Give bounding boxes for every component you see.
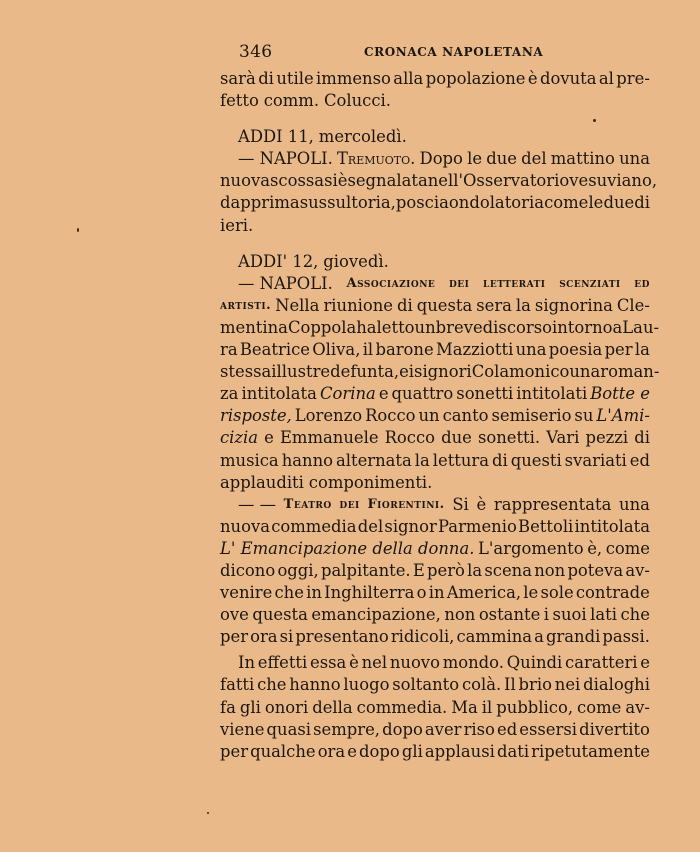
- word: questa: [252, 605, 308, 625]
- word: caratteri: [565, 653, 638, 673]
- word: defunta,: [330, 362, 400, 382]
- word: effetti: [257, 653, 308, 673]
- word: di: [258, 69, 274, 88]
- word: per: [220, 627, 249, 647]
- word: commedia.: [356, 697, 448, 717]
- word: grandi: [545, 627, 601, 647]
- word: un: [414, 317, 436, 337]
- text-line: [220, 148, 650, 170]
- section-lead: — NAPOLI.: [238, 149, 333, 169]
- section-title: Tremuoto.: [337, 149, 416, 169]
- word: una: [619, 149, 650, 169]
- word: dei: [448, 275, 470, 291]
- word: che: [274, 583, 304, 603]
- word: L'argomento: [478, 538, 584, 558]
- word: ed: [497, 719, 518, 739]
- paper-speck: [593, 119, 596, 122]
- text-line: [220, 427, 650, 449]
- word: breve: [435, 317, 483, 337]
- word: canto: [442, 406, 489, 426]
- word: per: [220, 741, 249, 761]
- text-line: [220, 516, 650, 538]
- word: e: [399, 362, 409, 382]
- word: però: [427, 560, 465, 580]
- word: ripetutamente: [531, 741, 650, 761]
- word: è,: [587, 538, 603, 558]
- word: mercoledì.: [318, 127, 407, 147]
- text-line: [220, 339, 650, 361]
- word: ra: [220, 340, 238, 360]
- word: venire: [220, 583, 273, 603]
- word: si: [324, 171, 338, 191]
- word: intitolati: [516, 384, 588, 404]
- word: contrade: [575, 583, 650, 603]
- work-title: cizia: [220, 428, 259, 448]
- word: poteva: [567, 560, 624, 580]
- word: non: [444, 605, 476, 625]
- word: Emmanuele: [279, 428, 379, 448]
- word: Colucci.: [323, 91, 391, 111]
- text-line: [220, 361, 660, 383]
- word: Rocco: [384, 428, 436, 448]
- text-line: [220, 450, 650, 472]
- word: al: [598, 69, 614, 88]
- word: due: [603, 193, 635, 213]
- word: pre-: [616, 69, 650, 88]
- text-line: [220, 472, 650, 494]
- word: che: [620, 605, 650, 625]
- word: fa: [220, 697, 236, 717]
- word: i: [543, 605, 550, 625]
- word: componimenti.: [308, 472, 433, 492]
- word: Associazione: [346, 275, 436, 291]
- word: è: [476, 494, 487, 514]
- word: intorno: [551, 317, 613, 337]
- text-line: [220, 652, 650, 674]
- text-line: [220, 538, 650, 560]
- text-line: [220, 741, 650, 763]
- word: ed: [634, 275, 650, 291]
- word: e: [264, 428, 274, 448]
- word: Cle-: [616, 295, 650, 315]
- text-line: [220, 68, 650, 90]
- word: nei: [554, 675, 581, 695]
- word: di: [492, 450, 508, 470]
- word: Ma: [451, 697, 478, 717]
- text-line: [220, 273, 650, 295]
- word: una: [569, 362, 601, 382]
- entry-date: [220, 126, 650, 148]
- word: barone: [375, 340, 434, 360]
- word: si: [279, 627, 294, 647]
- word: Lorenzo: [294, 406, 363, 426]
- word: illustre: [271, 362, 331, 382]
- word: e: [378, 384, 389, 404]
- word: semiserio: [491, 406, 572, 426]
- word: su: [574, 406, 594, 426]
- word: luogo: [343, 675, 390, 695]
- word: ADDI' 12,: [238, 251, 319, 271]
- word: oggi,: [277, 560, 319, 580]
- word: mentinaCoppolahaletto: [220, 317, 415, 337]
- word: signori: [414, 362, 472, 382]
- word: in: [428, 583, 445, 603]
- page-text: [220, 68, 660, 763]
- word: divertito: [579, 719, 650, 739]
- word: dopo: [359, 741, 400, 761]
- word: è: [337, 171, 348, 191]
- word: le: [588, 193, 604, 213]
- word: dialoghi: [583, 675, 650, 695]
- word: due: [441, 428, 472, 448]
- word: dopo: [382, 719, 423, 739]
- text-line: [220, 192, 650, 214]
- word: poesia: [548, 340, 603, 360]
- word: brio: [518, 675, 552, 695]
- word: lettura: [432, 450, 490, 470]
- text-line: [220, 626, 650, 648]
- word: nell'Osservatorio: [427, 171, 570, 191]
- work-title: Corina: [319, 384, 376, 404]
- word: questa: [416, 295, 473, 315]
- word: gli: [401, 741, 423, 761]
- word: le: [523, 583, 539, 603]
- word: e: [347, 741, 357, 761]
- work-title: L'Ami-: [596, 406, 650, 426]
- entry-date: [220, 251, 650, 273]
- word: colà.: [461, 675, 502, 695]
- word: e: [640, 653, 650, 673]
- word: di: [634, 193, 650, 213]
- word: aver: [424, 719, 462, 739]
- text-line: [220, 317, 660, 339]
- word: Vari: [546, 428, 580, 448]
- word: hanno: [289, 675, 341, 695]
- word: qualche: [250, 741, 316, 761]
- word: fatti: [220, 675, 255, 695]
- word: ed: [629, 450, 650, 470]
- word: Oliva,: [312, 340, 361, 360]
- text-line: [220, 215, 650, 237]
- word: come: [605, 538, 650, 558]
- word: sussultoria,: [299, 193, 396, 213]
- word: Dopo: [419, 149, 463, 169]
- word: di: [396, 295, 413, 315]
- word: nuova: [220, 171, 271, 191]
- word: cammina: [456, 627, 533, 647]
- word: dapprima: [220, 193, 300, 213]
- word: o: [416, 583, 427, 603]
- word: della: [312, 697, 353, 717]
- word: Fiorentini.: [367, 496, 445, 512]
- word: giovedì.: [323, 251, 389, 271]
- word: il: [481, 697, 493, 717]
- word: come: [577, 697, 622, 717]
- word: scena: [484, 560, 533, 580]
- word: a: [534, 627, 544, 647]
- text-line: [220, 295, 650, 317]
- paper-speck: [207, 812, 209, 814]
- word: ridicoli,: [390, 627, 455, 647]
- work-title: risposte,: [220, 406, 292, 426]
- word: due: [486, 149, 517, 169]
- word: hanno: [281, 450, 333, 470]
- word: quattro: [391, 384, 454, 404]
- text-line: [220, 719, 650, 741]
- word: roman-: [600, 362, 660, 382]
- word: che: [257, 675, 287, 695]
- word: nuova: [220, 516, 271, 536]
- word: Quindi: [506, 653, 563, 673]
- word: vesuviano,: [569, 171, 658, 191]
- word: sera: [476, 295, 512, 315]
- word: una: [619, 494, 650, 514]
- word: del: [521, 149, 547, 169]
- word: riunione: [323, 295, 393, 315]
- word: svariati: [564, 450, 627, 470]
- word: un: [418, 406, 440, 426]
- word: commedia: [271, 516, 357, 536]
- word: rappresentata: [493, 494, 612, 514]
- word: pubblico,: [496, 697, 574, 717]
- page-number: 346: [239, 42, 273, 62]
- word: utile: [276, 69, 314, 88]
- word: Colamonico: [471, 362, 570, 382]
- word: Rocco: [365, 406, 416, 426]
- word: ostante: [478, 605, 541, 625]
- word: del: [357, 516, 384, 536]
- word: pezzi: [585, 428, 629, 448]
- word: poscia: [395, 193, 449, 213]
- word: viene: [220, 719, 265, 739]
- word: Bettoli: [518, 516, 574, 536]
- word: palpitante.: [320, 560, 411, 580]
- word: essa: [310, 653, 347, 673]
- word: sonetti: [456, 384, 514, 404]
- word: signor: [384, 516, 437, 536]
- text-line: [220, 582, 650, 604]
- word: soltanto: [392, 675, 460, 695]
- word: sonetti.: [477, 428, 541, 448]
- word: Beatrice: [239, 340, 310, 360]
- word: Teatro: [283, 496, 332, 512]
- text-line: [220, 494, 650, 516]
- word: suoi: [552, 605, 587, 625]
- section-lead: — —: [238, 494, 276, 514]
- word: una: [515, 340, 547, 360]
- word: av-: [625, 560, 650, 580]
- word: nuovo: [389, 653, 440, 673]
- word: le: [467, 149, 483, 169]
- word: applausi: [424, 741, 495, 761]
- word: intitolata: [574, 516, 650, 536]
- word: immenso: [316, 69, 391, 88]
- word: non: [534, 560, 566, 580]
- word: nel: [361, 653, 388, 673]
- word: ove: [220, 605, 249, 625]
- word: musica: [220, 450, 279, 470]
- word: Nella: [275, 295, 320, 315]
- word: Inghilterra: [324, 583, 415, 603]
- text-line: [220, 697, 650, 719]
- word: ora: [250, 627, 278, 647]
- word: come: [544, 193, 589, 213]
- word: Lau-: [622, 317, 660, 337]
- word: è: [527, 69, 538, 88]
- word: intitolata: [241, 384, 317, 404]
- word: i: [408, 362, 415, 382]
- word: In: [238, 653, 256, 673]
- word: la: [467, 560, 483, 580]
- word: ora: [317, 741, 346, 761]
- text-line: [220, 170, 658, 192]
- text-line: [220, 405, 650, 427]
- word: la: [515, 295, 531, 315]
- word: applauditi: [220, 472, 304, 492]
- word: gli: [239, 697, 261, 717]
- work-title: Botte e: [590, 384, 650, 404]
- word: segnalata: [347, 171, 428, 191]
- word: comm.: [263, 91, 320, 111]
- word: Il: [504, 675, 516, 695]
- word: dovuta: [539, 69, 597, 88]
- word: av-: [625, 697, 650, 717]
- word: quasi: [266, 719, 312, 739]
- word: il: [362, 340, 374, 360]
- word: alternata: [335, 450, 412, 470]
- word: discorso: [482, 317, 552, 337]
- word: letterati: [483, 275, 546, 291]
- word: sole: [540, 583, 574, 603]
- word: lati: [590, 605, 617, 625]
- word: popolazione: [425, 69, 526, 88]
- word: scenziati: [559, 275, 621, 291]
- word: za: [220, 384, 239, 404]
- word: Si: [452, 494, 469, 514]
- word: onori: [264, 697, 309, 717]
- word: Parmenio: [438, 516, 517, 536]
- running-head: CRONACA NAPOLETANA: [364, 45, 544, 59]
- work-title: L' Emancipazione della donna.: [220, 538, 475, 558]
- word: emancipazione,: [311, 605, 441, 625]
- word: America,: [446, 583, 522, 603]
- word: scossa: [270, 171, 325, 191]
- word: la: [414, 450, 430, 470]
- word: a: [612, 317, 623, 337]
- section-title: artisti.: [220, 297, 272, 313]
- word: la: [634, 340, 650, 360]
- word: passi.: [602, 627, 650, 647]
- text-line: [220, 383, 650, 405]
- text-line: [220, 674, 650, 696]
- word: di: [634, 428, 650, 448]
- word: dei: [339, 496, 360, 512]
- word: essersi: [519, 719, 577, 739]
- text-line: [220, 560, 650, 582]
- word: questi: [510, 450, 562, 470]
- word: Mazziotti: [435, 340, 514, 360]
- text-line: [220, 604, 650, 626]
- section-lead: — NAPOLI.: [238, 273, 333, 293]
- text-line: [220, 90, 650, 112]
- word: sempre,: [313, 719, 381, 739]
- word: dicono: [220, 560, 276, 580]
- word: fetto: [220, 91, 259, 111]
- word: ieri.: [220, 215, 254, 235]
- word: mondo.: [442, 653, 504, 673]
- word: sarà: [220, 69, 256, 88]
- word: stessa: [220, 362, 272, 382]
- word: E: [412, 560, 425, 580]
- word: è: [349, 653, 359, 673]
- word: presentano: [295, 627, 389, 647]
- word: dati: [496, 741, 530, 761]
- word: in: [306, 583, 322, 603]
- word: ondolatoria: [448, 193, 545, 213]
- word: riso: [463, 719, 495, 739]
- word: mattino: [550, 149, 615, 169]
- word: alla: [393, 69, 424, 88]
- word: ADDI 11,: [238, 127, 314, 147]
- paper-speck: [77, 228, 79, 232]
- word: signorina: [534, 295, 613, 315]
- word: per: [604, 340, 633, 360]
